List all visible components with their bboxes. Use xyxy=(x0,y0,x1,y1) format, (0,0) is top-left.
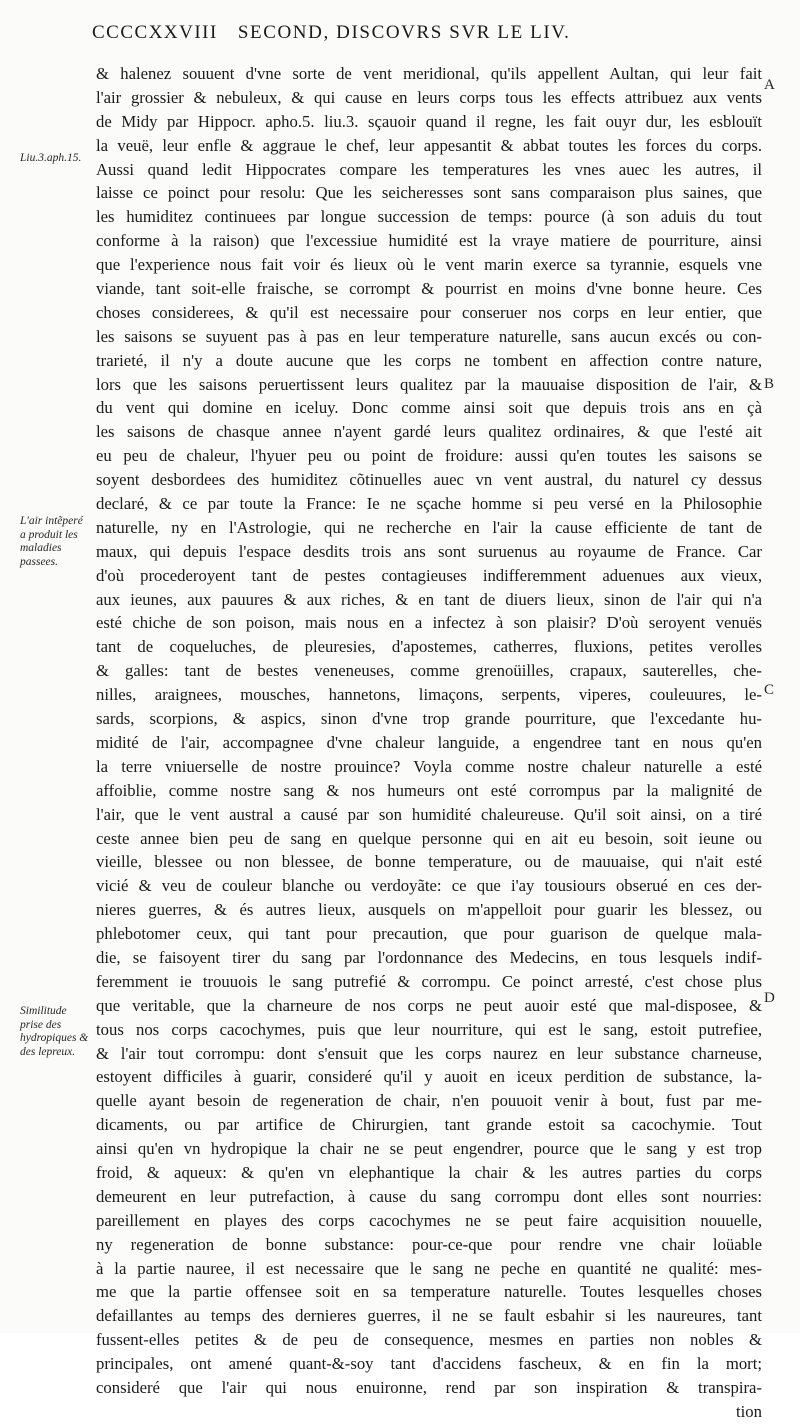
text-line: la veuë, leur enfle & aggraue le chef, leur appesantit & abbat toutes les forces du corps. xyxy=(96,135,762,155)
text-line: nilles, araignees, mousches, hannetons, limaçons, serpents, viperes, couleuures, le- xyxy=(96,685,762,705)
section-letter-a: A xyxy=(764,77,775,93)
text-line: conforme à la raison) que l'excessiue humidité est la vraye matiere de pourriture, ainsi xyxy=(96,231,762,251)
text-line: soyent desbordees des humiditez cõtinuelles auec vn vent austral, du naturel cy dessus xyxy=(96,470,762,490)
text-line: sards, scorpions, & aspics, sinon d'vne trop grande pourriture, que l'excedante hu- xyxy=(96,709,762,729)
text-line: defaillantes au temps des dernieres guerres, il ne se fault esbahir si les naureures, tant xyxy=(96,1306,762,1326)
section-letter-c: C xyxy=(764,682,775,698)
section-letter-d: D xyxy=(764,990,775,1006)
text-line: midité de l'air, accompagnee d'vne chaleur languide, a engendree tant en nous qu'en xyxy=(96,732,762,752)
text-line: principales, ont amené quant-&-soy tant d'accidens fascheux, & en fin la mort; xyxy=(96,1354,762,1374)
text-line: ceste annee bien peu de sang en quelque personne qui en ait eu besoin, soit ieune ou xyxy=(96,828,762,848)
text-line: die, se faisoyent tirer du sang par l'ordonnance des Medecins, en tous lesquels indif- xyxy=(96,947,762,967)
text-line: trarieté, il n'y a doute aucune que les corps ne tombent en affection contre nature, xyxy=(96,350,762,370)
text-line: tion xyxy=(736,1401,762,1421)
text-line: nieres guerres, & és autres lieux, ausquels on m'appelloit pour guarir les blessez, ou xyxy=(96,900,762,920)
text-line: dicaments, ou par artifice de Chirurgien, tant grande estoit sa cacochymie. Tout xyxy=(96,1115,762,1135)
text-line: & halenez souuent d'vne sorte de vent meridional, qu'ils appellent Aultan, qui leur fait xyxy=(96,64,762,83)
text-line: tant de coqueluches, de pleuresies, d'apostemes, catherres, fluxions, petites verolles xyxy=(96,637,762,657)
text-line: ny regeneration de bonne substance: pour-ce-que pour rendre vne chair loüable xyxy=(96,1234,762,1254)
text-line: que l'experience nous fait voir és lieux où le vent marin exerce sa tyrannie, esquels vne xyxy=(96,255,762,275)
text-line: l'air grossier & nebuleux, & qui cause en leurs corps tous les effects attribuez aux vents xyxy=(96,87,762,107)
text-line: à la partie nauree, il est necessaire que le sang ne peche en quantité ne qualité: mes- xyxy=(96,1258,762,1278)
text-line: & l'air tout corrompu: dont s'ensuit que les corps naurez en leur substance charneuse, xyxy=(96,1043,762,1063)
text-line: vieille, blessee ou non blessee, de bonne temperature, ou de mauuaise, qui n'ait esté xyxy=(96,852,762,872)
text-line: feremment ie trouuois le sang putrefié & corrompu. Ce poinct arresté, c'est chose plus xyxy=(96,971,762,991)
text-line: d'où procederoyent tant de pestes contagieuses indifferemment aduenues aux vieux, xyxy=(96,565,762,585)
text-line: esté chiche de son poison, mais nous en a infectez à son plaisir? D'où seroyent venuës xyxy=(96,613,762,633)
text-line: pareillement en playes des corps cacochymes ne se peut faire acquisition nouuelle, xyxy=(96,1210,762,1230)
text-line: consideré que l'air qui nous enuironne, rend par son inspiration & transpira- xyxy=(96,1377,762,1397)
text-line: naturelle, ny en l'Astrologie, qui ne recherche en l'air la cause efficiente de tant de xyxy=(96,517,762,537)
text-line: que veritable, que la charneure de nos corps ne peut auoir esté que mal-disposee, & xyxy=(96,995,762,1015)
text-line: laisse ce poinct pour resolu: Que les seicheresses sont sans comparaison plus saines, que xyxy=(96,183,762,203)
text-line: maux, qui depuis l'espace desdits trois ans sont suruenus au royaume de France. Car xyxy=(96,541,762,561)
text-line: les saisons se suyuent pas à pas en leur temperature naturelle, sans aucun excés ou con- xyxy=(96,326,762,346)
body-text xyxy=(96,62,762,1424)
text-line: Aussi quand ledit Hippocrates compare les temperatures les vnes auec les autres, il xyxy=(96,159,762,179)
text-line: lors que les saisons peruertissent leurs qualitez par la mauuaise disposition de l'air, & xyxy=(96,374,762,394)
text-line: tous nos corps cacochymes, puis que leur nourriture, qui est le sang, estoit putrefiee, xyxy=(96,1019,762,1039)
running-head xyxy=(92,22,782,52)
text-line: vicié & veu de couleur blanche ou verdoyãte: ce que i'ay tousiours obserué en ces der- xyxy=(96,876,762,896)
text-line: eu peu de chaleur, l'hyuer peu ou point de froidure: aussi qu'en toutes les saisons se xyxy=(96,446,762,466)
text-line: estoyent difficiles à guarir, consideré qu'il y auoit en iceux perdition de substance, la- xyxy=(96,1067,762,1087)
page-folio: CCCCXXVIII xyxy=(92,22,218,43)
text-line: les humiditez continuees par longue succession de temps: pource (à son aduis du tout xyxy=(96,207,762,227)
text-line: declaré, & ce par toute la France: Ie ne sçache homme si peu versé en la Philosophie xyxy=(96,494,762,514)
text-line: la terre vniuerselle de nostre prouince? Voyla comme nostre chaleur naturelle a esté xyxy=(96,756,762,776)
text-line: aux ieunes, aux pauures & aux riches, & en tant de diuers lieux, sinon de l'air qui n'a xyxy=(96,589,762,609)
margin-note-similitude: Similitude prise des hydropiques & des lepreux. xyxy=(20,1005,89,1058)
text-line: de Midy par Hippocr. apho.5. liu.3. sçauoir quand il regne, les fait ouyr dur, les esblouït xyxy=(96,111,762,131)
section-letter-b: B xyxy=(764,376,775,392)
margin-note-reference: Liu.3.aph.15. xyxy=(20,152,82,164)
text-line: demeurent en leur putrefaction, à cause du sang corrompu dont elles sont nourries: xyxy=(96,1186,762,1206)
running-title: SECOND, DISCOVRS SVR LE LIV. xyxy=(237,22,571,43)
text-line: l'air, que le vent austral a causé par son humidité chaleureuse. Qu'il soit ainsi, on a tiré xyxy=(96,804,762,824)
margin-note-air: L'air intẽperé a produit les maladies passees. xyxy=(20,515,83,568)
text-line: ainsi qu'en vn hydropique la chair ne se peut engendrer, pource que le sang y est trop xyxy=(96,1139,762,1159)
text-line: choses considerees, & qu'il est necessaire pour conseruer nos corps en leur entier, que xyxy=(96,302,762,322)
text-line: les saisons de chasque annee n'ayent gardé leurs qualitez ordinaires, & que l'esté ait xyxy=(96,422,762,442)
text-line: phlebotomer ceux, qui tant pour precaution, que pour guarison de quelque mala- xyxy=(96,924,762,944)
text-line: du vent qui domine en iceluy. Donc comme ainsi soit que depuis trois ans en çà xyxy=(96,398,762,418)
text-line: me que la partie offensee soit en sa temperature naturelle. Toutes lesquelles choses xyxy=(96,1282,762,1302)
text-line: fussent-elles petites & de peu de consequence, mesmes en parties non nobles & xyxy=(96,1330,762,1350)
text-line: froid, & aqueux: & qu'en vn elephantique la chair & les autres parties du corps xyxy=(96,1162,762,1182)
text-line: affoiblie, comme nostre sang & nos humeurs ont esté corrompus par la malignité de xyxy=(96,780,762,800)
text-line: & galles: tant de bestes veneneuses, comme grenoüilles, crapaux, sauterelles, che- xyxy=(96,661,762,681)
text-line: viande, tant soit-elle fraische, se corrompt & pourrist en moins d'vne bonne heure. Ces xyxy=(96,279,762,299)
text-line: quelle ayant besoin de regeneration de chair, n'en pouuoit venir à bout, fust par me- xyxy=(96,1091,762,1111)
